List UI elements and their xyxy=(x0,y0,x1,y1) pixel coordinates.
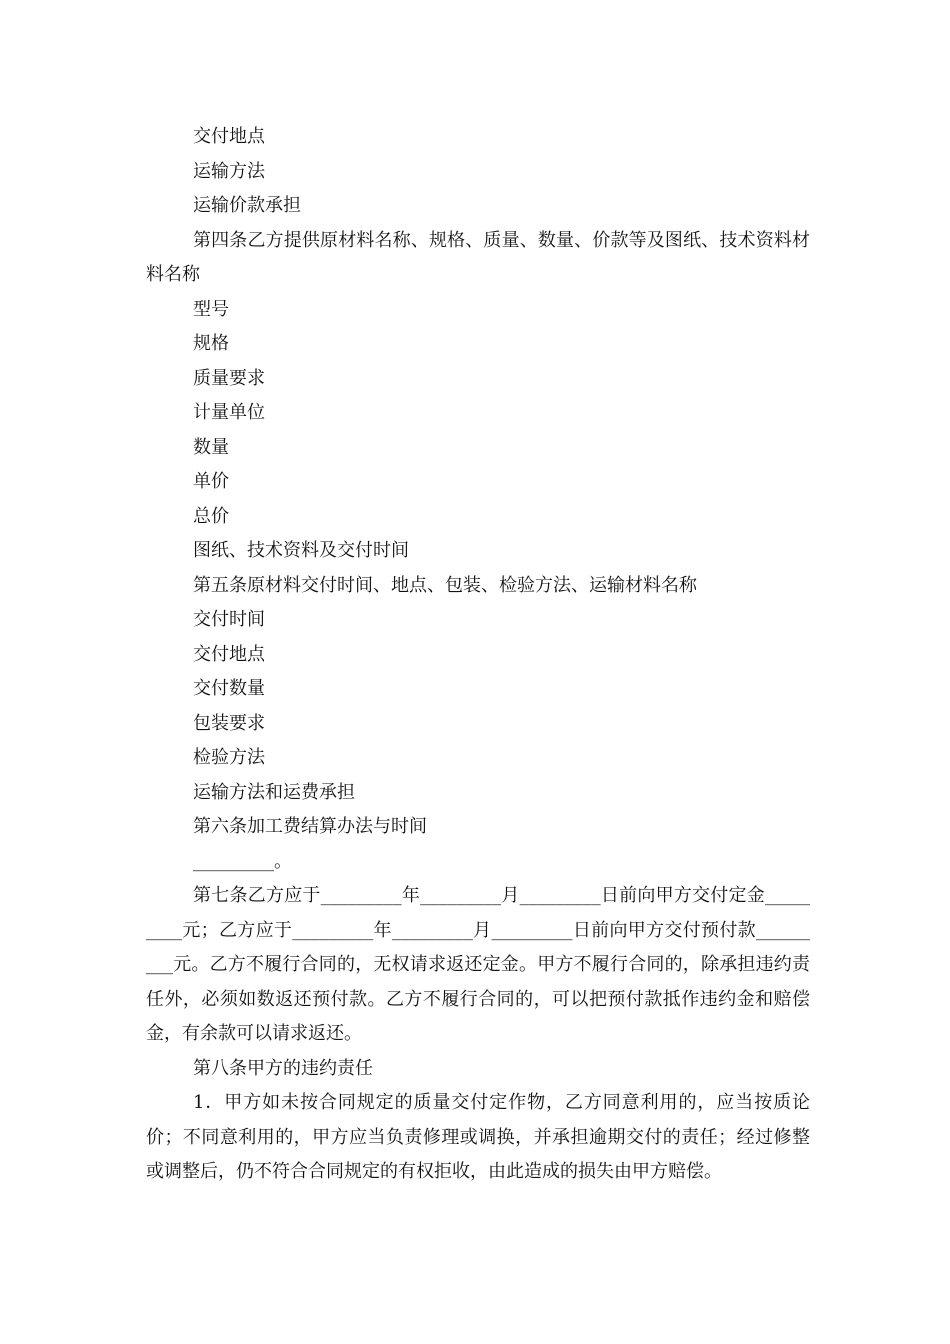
article-8-title: 第八条甲方的违约责任 xyxy=(193,1057,373,1079)
text-line: 包装要求 xyxy=(193,712,265,734)
text-line: 交付地点 xyxy=(193,643,265,665)
article-7-paragraph: 第七条乙方应于_________年_________月_________日前向甲方交付定金_________元；乙方应于_________年_________月_________日前向甲方交付预付款_________元。乙方不履行合同的，无权请求返还定金。甲方不履行合同的，除承担违约责任外，必须如数返还预付款。乙方不履行合同的，可以把预付款抵作违约金和赔偿金，有余款可以请求返还。 xyxy=(146,885,810,1044)
text-line: 计量单位 xyxy=(193,402,265,423)
text-line: 运输方法和运费承担 xyxy=(193,781,355,803)
article-6-title: 第六条加工费结算办法与时间 xyxy=(193,816,427,837)
text-line: 型号 xyxy=(193,298,229,320)
text-line: 检验方法 xyxy=(193,747,265,768)
text-line: 单价 xyxy=(193,471,229,492)
article-8-item-1: 1．甲方如未按合同规定的质量交付定作物，乙方同意利用的，应当按质论价；不同意利用的，甲方应当负责修理或调换，并承担逾期交付的责任；经过修整或调整后，仍不符合合同规定的有权拒收，由此造成的损失由甲方赔偿。 xyxy=(146,1092,810,1182)
text-line: 交付时间 xyxy=(193,609,265,630)
text-line: 交付数量 xyxy=(193,678,265,699)
text-line: 数量 xyxy=(193,436,229,458)
text-line: 规格 xyxy=(193,333,229,354)
text-line: 运输价款承担 xyxy=(193,195,301,216)
text-line: 总价 xyxy=(193,505,229,527)
document-body xyxy=(146,120,810,1190)
text-line: 运输方法 xyxy=(193,160,265,182)
blank-fill-line: _________。 xyxy=(193,850,292,872)
article-4-paragraph: 第四条乙方提供原材料名称、规格、质量、数量、价款等及图纸、技术资料材料名称 xyxy=(146,229,810,285)
text-line: 质量要求 xyxy=(193,367,265,389)
text-line: 图纸、技术资料及交付时间 xyxy=(193,540,409,561)
article-5-title: 第五条原材料交付时间、地点、包装、检验方法、运输材料名称 xyxy=(193,574,697,596)
text-line: 交付地点 xyxy=(193,126,265,147)
